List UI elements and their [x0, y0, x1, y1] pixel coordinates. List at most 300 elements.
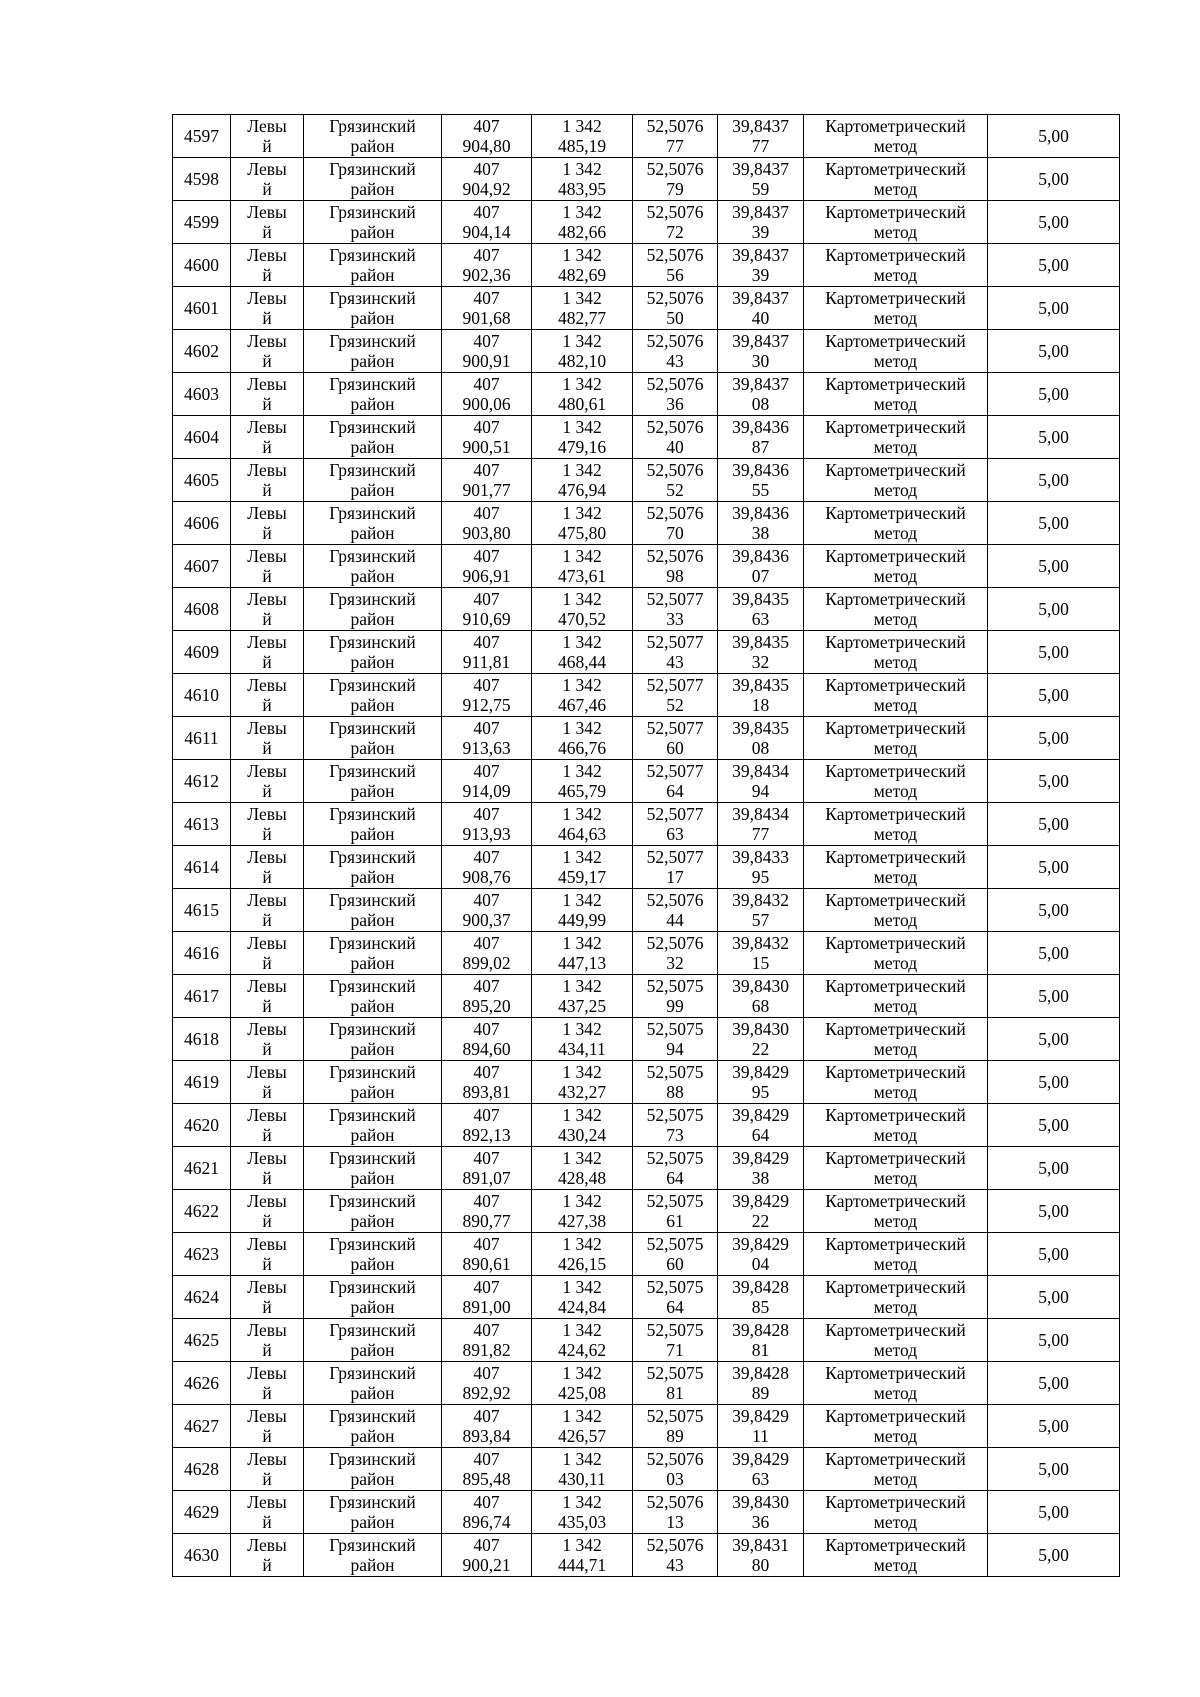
bank-side-line-1: Левы [247, 588, 287, 609]
table-row [173, 846, 1120, 889]
coordinate-x-line-1: 407 [473, 1362, 500, 1383]
coordinate-x-cell [442, 1362, 532, 1405]
coordinate-y-cell [532, 846, 633, 889]
longitude-cell [718, 502, 804, 545]
coordinate-x-cell [442, 803, 532, 846]
method-line-1: Картометрический [825, 975, 966, 996]
latitude-line-1: 52,5076 [646, 416, 704, 437]
method-line-2: метод [873, 523, 918, 543]
latitude-line-2: 36 [666, 394, 684, 414]
method-line-1: Картометрический [825, 1233, 966, 1254]
bank-side-cell [231, 1491, 304, 1534]
district-line-2: район [350, 308, 395, 328]
coordinate-y-line-2: 485,19 [557, 136, 607, 156]
bank-side-line-2: й [262, 351, 272, 371]
coordinate-x-line-2: 901,68 [462, 308, 511, 328]
latitude-line-2: 43 [666, 652, 684, 672]
latitude-cell [633, 158, 718, 201]
longitude-line-1: 39,8430 [732, 1491, 789, 1512]
coordinate-x-line-2: 904,80 [462, 136, 511, 156]
district-line-2: район [350, 480, 395, 500]
bank-side-cell [231, 1233, 304, 1276]
bank-side-line-2: й [262, 265, 272, 285]
method-cell [804, 846, 988, 889]
method-cell [804, 1491, 988, 1534]
coordinate-x-cell [442, 1061, 532, 1104]
latitude-line-1: 52,5075 [646, 1319, 704, 1340]
method-cell [804, 545, 988, 588]
method-line-1: Картометрический [825, 201, 966, 222]
coordinate-y-line-2: 482,69 [557, 265, 607, 285]
coordinate-x-line-2: 900,21 [462, 1555, 511, 1575]
accuracy-cell: 5,00 [988, 975, 1120, 1018]
coordinate-y-line-2: 483,95 [557, 179, 607, 199]
accuracy-cell: 5,00 [988, 932, 1120, 975]
district-line-1: Грязинский [329, 1190, 416, 1211]
coordinate-y-line-1: 1 342 [562, 1491, 602, 1512]
point-number-cell: 4610 [173, 674, 231, 717]
longitude-line-1: 39,8429 [732, 1061, 789, 1082]
accuracy-cell: 5,00 [988, 1319, 1120, 1362]
method-line-2: метод [873, 953, 918, 973]
latitude-cell [633, 201, 718, 244]
district-line-2: район [350, 351, 395, 371]
latitude-cell [633, 1061, 718, 1104]
table-row [173, 244, 1120, 287]
district-line-2: район [350, 1168, 395, 1188]
coordinate-x-line-1: 407 [473, 846, 500, 867]
longitude-cell [718, 287, 804, 330]
coordinate-x-cell [442, 674, 532, 717]
coordinate-y-line-1: 1 342 [562, 330, 602, 351]
latitude-line-1: 52,5077 [646, 760, 704, 781]
point-number-cell: 4630 [173, 1534, 231, 1577]
district-line-1: Грязинский [329, 846, 416, 867]
bank-side-cell [231, 1190, 304, 1233]
bank-side-line-1: Левы [247, 1190, 287, 1211]
latitude-line-2: 17 [666, 867, 684, 887]
table-row [173, 1362, 1120, 1405]
coordinate-x-line-2: 895,20 [462, 996, 511, 1016]
district-line-1: Грязинский [329, 201, 416, 222]
longitude-cell [718, 158, 804, 201]
coordinate-x-line-1: 407 [473, 545, 500, 566]
method-cell [804, 975, 988, 1018]
longitude-line-1: 39,8430 [732, 1018, 789, 1039]
bank-side-line-2: й [262, 738, 272, 758]
latitude-line-1: 52,5075 [646, 1405, 704, 1426]
latitude-line-2: 77 [666, 136, 684, 156]
latitude-cell [633, 1319, 718, 1362]
bank-side-line-2: й [262, 1555, 272, 1575]
accuracy-cell: 5,00 [988, 1362, 1120, 1405]
method-line-2: метод [873, 1082, 918, 1102]
latitude-cell [633, 1534, 718, 1577]
coordinate-x-line-2: 913,63 [462, 738, 511, 758]
latitude-line-1: 52,5075 [646, 1104, 704, 1125]
longitude-line-2: 89 [751, 1383, 770, 1403]
bank-side-cell [231, 1061, 304, 1104]
method-line-1: Картометрический [825, 1362, 966, 1383]
coordinate-x-cell [442, 373, 532, 416]
coordinate-x-line-1: 407 [473, 1190, 500, 1211]
district-line-1: Грязинский [329, 1491, 416, 1512]
method-line-1: Картометрический [825, 115, 966, 136]
longitude-line-2: 07 [751, 566, 770, 586]
bank-side-cell [231, 631, 304, 674]
district-line-1: Грязинский [329, 1362, 416, 1383]
point-number-cell: 4602 [173, 330, 231, 373]
latitude-line-2: 79 [666, 179, 684, 199]
district-line-2: район [350, 1469, 395, 1489]
latitude-line-1: 52,5075 [646, 975, 704, 996]
latitude-line-2: 33 [666, 609, 684, 629]
coordinate-x-line-2: 894,60 [462, 1039, 511, 1059]
district-cell [304, 1362, 442, 1405]
point-number-cell: 4607 [173, 545, 231, 588]
latitude-line-2: 61 [666, 1211, 684, 1231]
method-line-1: Картометрический [825, 158, 966, 179]
coordinate-y-line-1: 1 342 [562, 1362, 602, 1383]
latitude-line-1: 52,5076 [646, 244, 704, 265]
district-line-2: район [350, 609, 395, 629]
method-line-1: Картометрический [825, 373, 966, 394]
coordinate-y-line-2: 425,08 [557, 1383, 607, 1403]
latitude-cell [633, 545, 718, 588]
longitude-line-1: 39,8437 [732, 244, 789, 265]
accuracy-cell: 5,00 [988, 1190, 1120, 1233]
method-line-2: метод [873, 308, 918, 328]
latitude-line-2: 52 [666, 480, 684, 500]
method-cell [804, 1147, 988, 1190]
coordinate-x-line-2: 906,91 [462, 566, 511, 586]
latitude-line-2: 60 [666, 1254, 684, 1274]
latitude-line-1: 52,5076 [646, 1448, 704, 1469]
latitude-line-2: 60 [666, 738, 684, 758]
method-cell [804, 158, 988, 201]
coordinate-y-line-1: 1 342 [562, 1018, 602, 1039]
latitude-line-1: 52,5075 [646, 1233, 704, 1254]
district-cell [304, 717, 442, 760]
bank-side-line-2: й [262, 1082, 272, 1102]
latitude-line-1: 52,5077 [646, 588, 704, 609]
longitude-cell [718, 803, 804, 846]
latitude-cell [633, 373, 718, 416]
coordinate-x-line-1: 407 [473, 1104, 500, 1125]
longitude-line-1: 39,8429 [732, 1190, 789, 1211]
latitude-cell [633, 330, 718, 373]
latitude-line-1: 52,5077 [646, 717, 704, 738]
bank-side-cell [231, 1534, 304, 1577]
method-line-1: Картометрический [825, 1276, 966, 1297]
table-row [173, 1319, 1120, 1362]
bank-side-cell [231, 889, 304, 932]
district-cell [304, 1147, 442, 1190]
coordinate-y-line-2: 482,77 [557, 308, 607, 328]
district-line-1: Грязинский [329, 1405, 416, 1426]
coordinate-y-line-1: 1 342 [562, 373, 602, 394]
district-line-1: Грязинский [329, 889, 416, 910]
coordinate-x-cell [442, 889, 532, 932]
method-line-2: метод [873, 781, 918, 801]
table-row [173, 889, 1120, 932]
point-number-cell: 4619 [173, 1061, 231, 1104]
accuracy-cell: 5,00 [988, 1534, 1120, 1577]
latitude-cell [633, 1491, 718, 1534]
longitude-line-1: 39,8435 [732, 631, 789, 652]
coordinate-y-cell [532, 1362, 633, 1405]
point-number-cell: 4626 [173, 1362, 231, 1405]
coordinate-y-cell [532, 588, 633, 631]
bank-side-line-2: й [262, 179, 272, 199]
coordinate-x-line-2: 893,81 [462, 1082, 511, 1102]
latitude-cell [633, 932, 718, 975]
district-line-2: район [350, 1512, 395, 1532]
coordinate-y-line-2: 482,66 [557, 222, 607, 242]
bank-side-line-1: Левы [247, 846, 287, 867]
accuracy-cell: 5,00 [988, 115, 1120, 158]
coordinate-y-line-1: 1 342 [562, 459, 602, 480]
district-line-2: район [350, 222, 395, 242]
district-cell [304, 1491, 442, 1534]
accuracy-cell: 5,00 [988, 631, 1120, 674]
accuracy-cell: 5,00 [988, 330, 1120, 373]
method-cell [804, 674, 988, 717]
coordinate-y-line-2: 473,61 [557, 566, 607, 586]
latitude-cell [633, 244, 718, 287]
latitude-line-2: 64 [666, 781, 684, 801]
coordinate-y-line-2: 424,62 [557, 1340, 607, 1360]
coordinate-x-line-1: 407 [473, 1534, 500, 1555]
longitude-line-1: 39,8437 [732, 287, 789, 308]
bank-side-cell [231, 330, 304, 373]
method-line-2: метод [873, 1469, 918, 1489]
coordinate-y-line-2: 430,24 [557, 1125, 607, 1145]
coordinate-y-cell [532, 373, 633, 416]
method-line-1: Картометрический [825, 1061, 966, 1082]
method-line-2: метод [873, 1555, 918, 1575]
method-cell [804, 1319, 988, 1362]
longitude-cell [718, 1362, 804, 1405]
coordinate-y-line-2: 426,57 [557, 1426, 607, 1446]
longitude-line-2: 39 [751, 222, 770, 242]
bank-side-cell [231, 287, 304, 330]
coordinate-x-line-1: 407 [473, 1448, 500, 1469]
bank-side-cell [231, 459, 304, 502]
coordinate-y-line-1: 1 342 [562, 1276, 602, 1297]
method-line-2: метод [873, 738, 918, 758]
method-cell [804, 1104, 988, 1147]
point-number-cell: 4597 [173, 115, 231, 158]
coordinate-x-cell [442, 1491, 532, 1534]
district-cell [304, 201, 442, 244]
point-number-cell: 4624 [173, 1276, 231, 1319]
bank-side-line-1: Левы [247, 975, 287, 996]
method-cell [804, 932, 988, 975]
method-line-2: метод [873, 695, 918, 715]
coordinate-y-line-2: 428,48 [557, 1168, 607, 1188]
latitude-line-1: 52,5076 [646, 115, 704, 136]
latitude-line-2: 72 [666, 222, 684, 242]
method-line-1: Картометрический [825, 1147, 966, 1168]
bank-side-line-1: Левы [247, 1491, 287, 1512]
coordinate-y-line-1: 1 342 [562, 889, 602, 910]
longitude-cell [718, 459, 804, 502]
latitude-cell [633, 631, 718, 674]
coordinate-y-line-2: 449,99 [557, 910, 607, 930]
method-line-2: метод [873, 1211, 918, 1231]
table-row [173, 717, 1120, 760]
method-cell [804, 1190, 988, 1233]
coordinate-y-line-2: 465,79 [557, 781, 607, 801]
district-cell [304, 1104, 442, 1147]
coordinate-x-line-1: 407 [473, 588, 500, 609]
method-line-2: метод [873, 1168, 918, 1188]
latitude-line-1: 52,5076 [646, 1534, 704, 1555]
bank-side-line-1: Левы [247, 717, 287, 738]
latitude-line-1: 52,5076 [646, 545, 704, 566]
latitude-line-2: 40 [666, 437, 684, 457]
latitude-cell [633, 1276, 718, 1319]
coordinate-y-line-2: 480,61 [557, 394, 607, 414]
district-line-2: район [350, 566, 395, 586]
method-line-1: Картометрический [825, 932, 966, 953]
district-cell [304, 244, 442, 287]
point-number-cell: 4612 [173, 760, 231, 803]
coordinate-y-cell [532, 1319, 633, 1362]
district-line-2: район [350, 1039, 395, 1059]
latitude-line-1: 52,5076 [646, 932, 704, 953]
bank-side-cell [231, 1018, 304, 1061]
coordinate-x-line-1: 407 [473, 1018, 500, 1039]
coordinate-y-cell [532, 631, 633, 674]
coordinate-y-line-1: 1 342 [562, 545, 602, 566]
longitude-line-1: 39,8437 [732, 158, 789, 179]
bank-side-line-2: й [262, 136, 272, 156]
coordinate-x-cell [442, 287, 532, 330]
district-line-2: район [350, 738, 395, 758]
district-line-1: Грязинский [329, 674, 416, 695]
coordinate-y-cell [532, 932, 633, 975]
latitude-cell [633, 1448, 718, 1491]
longitude-line-2: 40 [751, 308, 770, 328]
table-row [173, 1104, 1120, 1147]
longitude-line-2: 22 [751, 1211, 770, 1231]
coordinate-x-line-2: 891,82 [462, 1340, 511, 1360]
latitude-cell [633, 717, 718, 760]
table-row [173, 631, 1120, 674]
table-row [173, 1233, 1120, 1276]
coordinate-y-line-2: 434,11 [558, 1039, 606, 1059]
coordinate-y-cell [532, 416, 633, 459]
longitude-line-1: 39,8437 [732, 201, 789, 222]
latitude-line-1: 52,5076 [646, 201, 704, 222]
coordinate-y-line-2: 437,25 [557, 996, 607, 1016]
coordinate-x-cell [442, 545, 532, 588]
bank-side-line-2: й [262, 1168, 272, 1188]
method-line-2: метод [873, 652, 918, 672]
coordinate-y-line-2: 475,80 [557, 523, 607, 543]
bank-side-line-2: й [262, 1426, 272, 1446]
table-row [173, 588, 1120, 631]
method-line-2: метод [873, 867, 918, 887]
point-number-cell: 4605 [173, 459, 231, 502]
coordinate-x-cell [442, 932, 532, 975]
accuracy-cell: 5,00 [988, 201, 1120, 244]
point-number-cell: 4608 [173, 588, 231, 631]
latitude-line-1: 52,5075 [646, 1276, 704, 1297]
method-cell [804, 1233, 988, 1276]
method-line-1: Картометрический [825, 674, 966, 695]
latitude-line-2: 64 [666, 1168, 684, 1188]
method-line-1: Картометрический [825, 588, 966, 609]
latitude-line-2: 64 [666, 1297, 684, 1317]
point-number-cell: 4625 [173, 1319, 231, 1362]
longitude-line-2: 59 [751, 179, 770, 199]
coordinate-y-line-1: 1 342 [562, 674, 602, 695]
longitude-cell [718, 975, 804, 1018]
method-cell [804, 803, 988, 846]
method-cell [804, 1405, 988, 1448]
district-line-1: Грязинский [329, 1448, 416, 1469]
point-number-cell: 4613 [173, 803, 231, 846]
table-row [173, 1061, 1120, 1104]
point-number-cell: 4622 [173, 1190, 231, 1233]
latitude-cell [633, 846, 718, 889]
table-row [173, 1448, 1120, 1491]
accuracy-cell: 5,00 [988, 1104, 1120, 1147]
longitude-line-2: 08 [751, 738, 770, 758]
bank-side-line-2: й [262, 695, 272, 715]
latitude-cell [633, 1104, 718, 1147]
method-line-2: метод [873, 351, 918, 371]
coordinate-x-cell [442, 459, 532, 502]
table-body [173, 115, 1120, 1577]
longitude-line-2: 30 [751, 351, 770, 371]
table-row [173, 1147, 1120, 1190]
coordinate-x-line-2: 911,81 [462, 652, 511, 672]
bank-side-line-2: й [262, 1512, 272, 1532]
accuracy-cell: 5,00 [988, 373, 1120, 416]
bank-side-line-2: й [262, 609, 272, 629]
method-line-1: Картометрический [825, 459, 966, 480]
accuracy-cell: 5,00 [988, 545, 1120, 588]
district-cell [304, 631, 442, 674]
method-line-1: Картометрический [825, 1534, 966, 1555]
longitude-cell [718, 717, 804, 760]
coordinate-y-line-1: 1 342 [562, 717, 602, 738]
longitude-line-1: 39,8429 [732, 1448, 789, 1469]
district-line-1: Грязинский [329, 1276, 416, 1297]
district-line-2: район [350, 1254, 395, 1274]
bank-side-line-2: й [262, 1469, 272, 1489]
longitude-line-1: 39,8428 [732, 1319, 789, 1340]
bank-side-line-2: й [262, 523, 272, 543]
longitude-line-1: 39,8429 [732, 1405, 789, 1426]
district-cell [304, 846, 442, 889]
district-cell [304, 760, 442, 803]
method-line-1: Картометрический [825, 545, 966, 566]
method-cell [804, 244, 988, 287]
latitude-line-2: 94 [666, 1039, 684, 1059]
bank-side-line-1: Левы [247, 502, 287, 523]
coordinate-x-cell [442, 330, 532, 373]
coordinate-x-line-1: 407 [473, 1276, 500, 1297]
latitude-cell [633, 502, 718, 545]
bank-side-line-2: й [262, 222, 272, 242]
table-row [173, 760, 1120, 803]
bank-side-line-1: Левы [247, 287, 287, 308]
